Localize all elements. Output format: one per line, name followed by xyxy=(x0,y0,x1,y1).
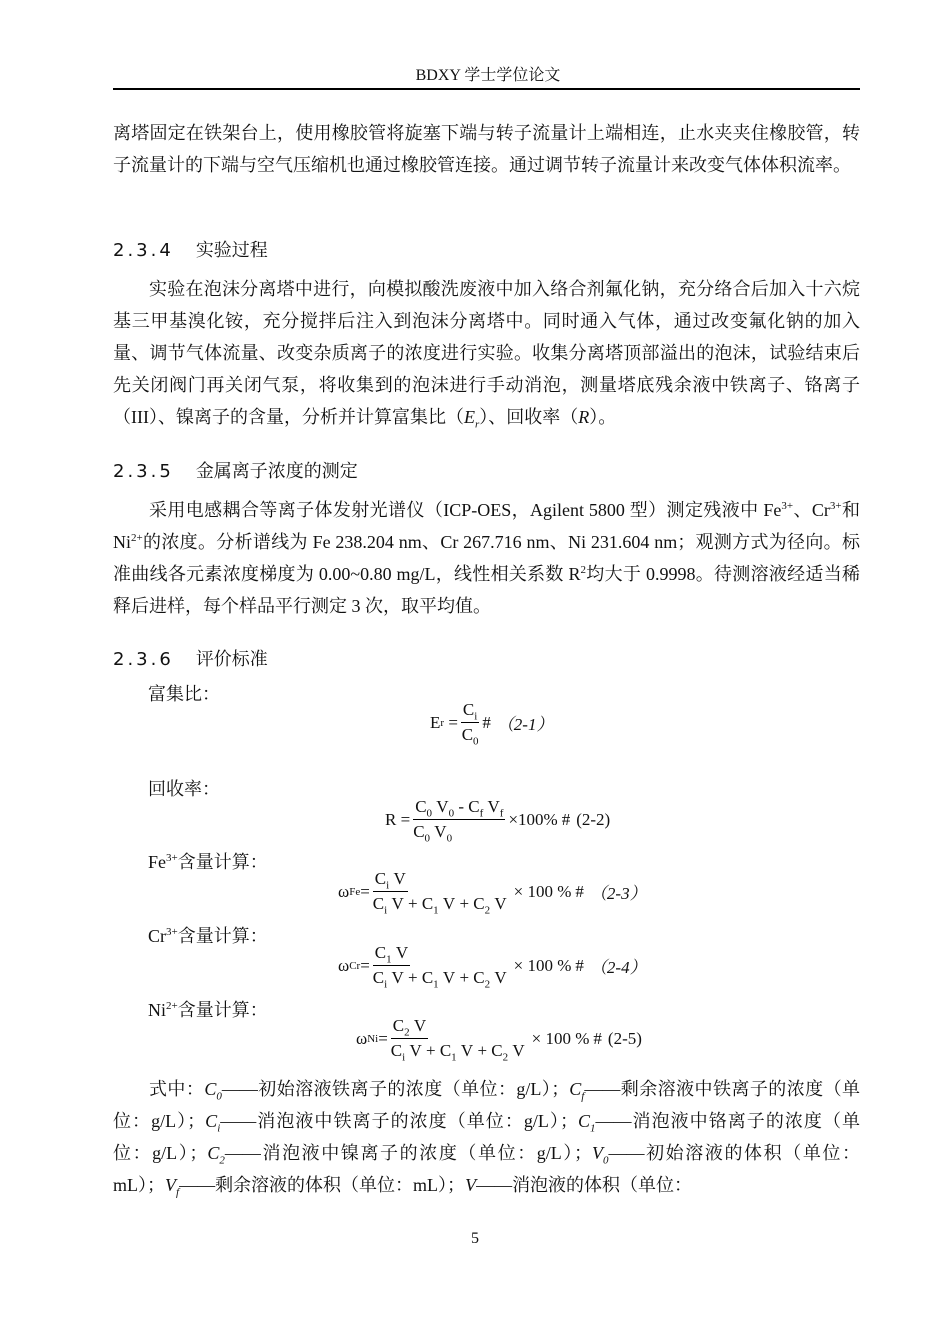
superscript: 3+ xyxy=(781,500,794,512)
operator: + xyxy=(459,968,470,987)
term: C xyxy=(473,894,485,913)
formula-2-5: ω Ni = $\frac{C_2 V}{C_i V + C_1 V + C_2 V}$ × 100 % # (2-5) xyxy=(356,1016,642,1064)
term: C xyxy=(491,1041,503,1060)
superscript: 3+ xyxy=(829,500,842,512)
metal-text: 均大于 0.9998。待测溶液经适当稀释后进样，每个样品平行测定 3 次，取平均值。 xyxy=(113,564,861,616)
term: V xyxy=(391,894,404,913)
where-text: ——初始溶液的体积（单位：mL）； xyxy=(113,1143,861,1195)
term: C xyxy=(374,943,387,962)
section-heading-2-3-5 xyxy=(113,457,358,483)
metal-text: 采用电感耦合等离子体发射光谱仪（ICP-OES，Agilent 5800 型）测定残液中 Fe xyxy=(149,500,782,520)
variable-sub: 2 xyxy=(219,1154,225,1167)
variable: C xyxy=(205,1111,218,1131)
where-text: ——消泡液中铬离子的浓度（单位：g/L）； xyxy=(113,1111,860,1163)
paragraph-where xyxy=(113,1073,860,1201)
equation-number: （2-3） xyxy=(589,884,647,903)
process-text-mid: ）、回收率（ xyxy=(479,407,579,427)
term: V xyxy=(442,894,456,913)
term-sub: f xyxy=(479,807,484,820)
term: C xyxy=(372,894,385,913)
operator: + xyxy=(407,968,418,987)
formula-2-2: R = $\frac{C_0 V_0 - C_f V_f}{C_0 V_0}$ ×100% # (2-2) xyxy=(385,797,611,845)
where-text: 式中： xyxy=(149,1079,205,1099)
term: C xyxy=(390,1041,403,1060)
process-text: 实验在泡沫分离塔中进行，向模拟酸洗废液中加入络合剂氟化钠，充分络合后加入十六烷基三甲基溴化铵，充分搅拌后注入到泡沫分离塔中。同时通入气体，通过改变氟化钠的加入量、调节气体流量、改变杂质离子的浓度进行实验。收集分离塔顶部溢出的泡沫，试验结束后先关闭阀门再关闭气泵，将收集到的泡沫进行手动消泡，测量塔底残余液中铁离子、铬离子（III）、镍离子的含量，分析并计算富集比（ xyxy=(113,279,860,427)
term-sub: 1 xyxy=(386,953,392,966)
formula-hash: # xyxy=(593,1028,602,1048)
term-sub: 2 xyxy=(484,904,491,917)
where-text: ——消泡液中镍离子的浓度（单位：g/L）； xyxy=(224,1143,592,1163)
equation-number: (2-2) xyxy=(576,809,611,829)
term-sub: 1 xyxy=(451,1051,457,1064)
operator: - xyxy=(458,797,464,816)
term: V xyxy=(395,943,409,962)
term: V xyxy=(494,894,507,913)
where-text: ——消泡液的体积（单位： xyxy=(476,1175,693,1195)
term: C xyxy=(413,822,425,841)
denominator: C xyxy=(461,725,474,744)
equation-number: （2-4） xyxy=(589,958,647,977)
variable: C xyxy=(569,1079,582,1099)
variable: V xyxy=(591,1143,603,1163)
where-text: ——剩余溶液中铁离子的浓度（单位：g/L）； xyxy=(113,1079,861,1131)
symbol-er: E xyxy=(463,407,475,427)
label-recovery: 回收率： xyxy=(148,779,220,799)
formula-hash: # xyxy=(482,712,491,732)
term: V xyxy=(512,1041,525,1060)
section-number: 2.3.6 xyxy=(113,649,174,670)
variable: C xyxy=(204,1079,217,1099)
formula-lhs: E xyxy=(430,712,441,732)
page-number: 5 xyxy=(471,1230,479,1247)
equation-number: （2-1） xyxy=(496,715,554,734)
term: C xyxy=(421,894,434,913)
superscript: 2 xyxy=(580,564,587,576)
term-sub: i xyxy=(384,978,388,991)
operator: + xyxy=(425,1041,436,1060)
term-sub: i xyxy=(386,879,390,892)
formula-hash: # xyxy=(561,809,571,829)
term: V xyxy=(413,1016,427,1035)
label-text: 含量计算： xyxy=(177,1000,268,1020)
label-text: Cr xyxy=(148,926,166,946)
formula-multiplier: × 100 % xyxy=(513,955,572,975)
fraction xyxy=(390,1016,525,1064)
superscript: 3+ xyxy=(166,852,178,864)
variable-sub: 0 xyxy=(602,1154,609,1167)
term: C xyxy=(468,797,480,816)
label-cr xyxy=(148,922,268,948)
process-text-end: ）。 xyxy=(589,407,617,427)
formula-lhs: R xyxy=(385,809,397,829)
section-title: 实验过程 xyxy=(195,240,268,261)
section-number: 2.3.5 xyxy=(113,461,174,482)
section-heading-2-3-4 xyxy=(113,236,268,262)
paragraph-process xyxy=(113,273,860,433)
term: V xyxy=(460,1041,474,1060)
section-heading-2-3-6 xyxy=(113,645,268,671)
term-sub: i xyxy=(402,1051,406,1064)
term: V xyxy=(436,797,449,816)
formula-multiplier: ×100% xyxy=(508,809,558,829)
section-number: 2.3.4 xyxy=(113,240,174,261)
section-title: 评价标准 xyxy=(195,649,268,670)
term: C xyxy=(421,968,434,987)
fraction xyxy=(461,700,479,748)
variable: V xyxy=(465,1175,477,1195)
formula-2-1: E r = $\frac{C_i}{C_0}$ # （2-1） xyxy=(430,700,554,748)
term: V xyxy=(494,968,507,987)
term-sub: 2 xyxy=(404,1026,410,1039)
formula-2-4: ω Cr = $\frac{C_1 V}{C_i V + C_1 V + C_2 V}$ × 100 % # （2-4） xyxy=(338,943,647,991)
operator: + xyxy=(407,894,418,913)
superscript: 3+ xyxy=(166,926,178,938)
formula-multiplier: × 100 % xyxy=(531,1028,590,1048)
label-text: Ni xyxy=(148,1000,166,1020)
operator: + xyxy=(477,1041,488,1060)
term: C xyxy=(372,968,385,987)
term: C xyxy=(392,1016,405,1035)
header-rule xyxy=(113,88,860,90)
section-title: 金属离子浓度的测定 xyxy=(195,461,358,482)
term-sub: 0 xyxy=(424,832,431,845)
term-sub: 0 xyxy=(448,807,455,820)
numerator: C xyxy=(462,700,475,719)
formula-multiplier: × 100 % xyxy=(513,881,572,901)
symbol-r: R xyxy=(578,407,590,427)
term-sub: 1 xyxy=(433,904,439,917)
term: V xyxy=(409,1041,422,1060)
formula-hash: # xyxy=(575,955,584,975)
term-sub: 2 xyxy=(484,978,491,991)
equation-number: (2-5) xyxy=(607,1028,642,1048)
term-sub: 1 xyxy=(433,978,439,991)
term: V xyxy=(393,869,406,888)
paragraph-metal-ions xyxy=(113,494,860,622)
variable: V xyxy=(165,1175,176,1195)
variable-sub: f xyxy=(581,1090,585,1103)
term-sub: 0 xyxy=(446,832,453,845)
where-text: ——初始溶液铁离子的浓度（单位：g/L）； xyxy=(221,1079,570,1099)
where-text: ——剩余溶液的体积（单位：mL）； xyxy=(179,1175,466,1195)
term: C xyxy=(415,797,427,816)
term: V xyxy=(391,968,404,987)
formula-lhs: ω xyxy=(338,881,350,901)
label-fe xyxy=(148,848,268,874)
operator: + xyxy=(459,894,470,913)
symbol-er-sub: r xyxy=(474,418,480,431)
term: V xyxy=(442,968,456,987)
metal-text: 、Cr xyxy=(793,500,830,520)
label-ni xyxy=(148,996,268,1022)
term-sub: 0 xyxy=(426,807,433,820)
variable: C xyxy=(207,1143,220,1163)
superscript: 2+ xyxy=(131,532,143,544)
formula-lhs: ω xyxy=(338,955,350,975)
fraction xyxy=(413,797,505,845)
label-enrichment: 富集比： xyxy=(148,684,220,704)
numerator-sub: i xyxy=(474,710,478,723)
variable-sub: f xyxy=(176,1186,180,1199)
term: C xyxy=(439,1041,452,1060)
page-header: BDXY 学士学位论文 xyxy=(415,67,561,84)
term-sub: f xyxy=(499,807,504,820)
term: C xyxy=(374,869,387,888)
label-text: 含量计算： xyxy=(177,852,268,872)
fraction xyxy=(372,869,507,917)
label-text: Fe xyxy=(148,852,166,872)
formula-2-3: ω Fe = $\frac{C_i V}{C_i V + C_1 V + C_2 V}$ × 100 % # （2-3） xyxy=(338,869,647,917)
denominator-sub: 0 xyxy=(473,735,479,748)
metal-text: 的浓度。分析谱线为 Fe 238.204 nm、Cr 267.716 nm、Ni 231.604 nm；观测方式为径向。标准曲线各元素浓度梯度为 0.00~0.80 mg/L，线性相关系数 R xyxy=(113,532,860,584)
formula-lhs: ω xyxy=(356,1028,368,1048)
variable: C xyxy=(577,1111,590,1131)
fraction xyxy=(372,943,507,991)
term-sub: i xyxy=(384,904,388,917)
term: V xyxy=(487,797,500,816)
formula-hash: # xyxy=(575,881,584,901)
term-sub: 2 xyxy=(502,1051,509,1064)
label-text: 含量计算： xyxy=(177,926,268,946)
superscript: 2+ xyxy=(166,1000,178,1012)
variable-sub: i xyxy=(217,1122,221,1135)
variable-sub: 1 xyxy=(589,1122,596,1135)
where-text: ——消泡液中铁离子的浓度（单位：g/L）； xyxy=(220,1111,578,1131)
term: V xyxy=(434,822,447,841)
paragraph-intro: 离塔固定在铁架台上，使用橡胶管将旋塞下端与转子流量计上端相连，止水夹夹住橡胶管，转子流量计的下端与空气压缩机也通过橡胶管连接。通过调节转子流量计来改变气体体积流率。 xyxy=(113,123,860,175)
term: C xyxy=(473,968,485,987)
variable-sub: 0 xyxy=(216,1090,222,1103)
metal-text: 和 Ni xyxy=(113,500,861,552)
